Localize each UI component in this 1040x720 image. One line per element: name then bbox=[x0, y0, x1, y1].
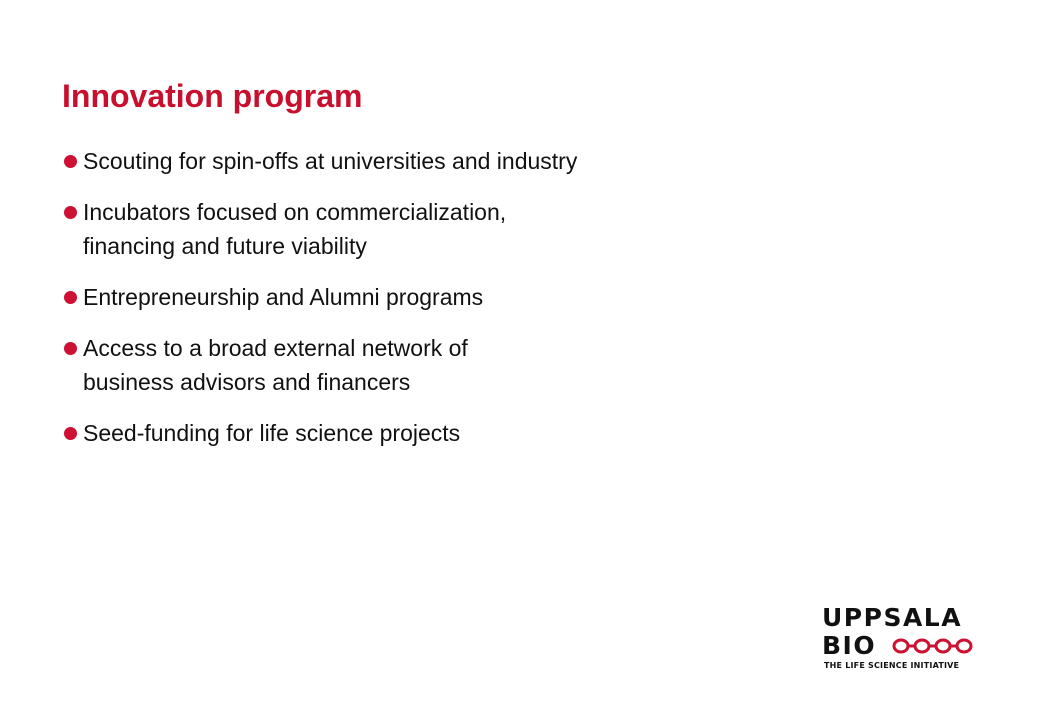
bullet-text: Seed-funding for life science projects bbox=[83, 420, 461, 446]
bullet-dot-icon bbox=[64, 291, 77, 304]
bullet-text: Access to a broad external network of business advisors and financers bbox=[83, 335, 468, 395]
logo-tagline: THE LIFE SCIENCE INITIATIVE bbox=[824, 661, 960, 670]
logo-wordmark-uppsala: UPPSALA bbox=[822, 603, 963, 632]
logo-wordmark-bio: BIO bbox=[822, 631, 877, 660]
dna-chain-icon bbox=[892, 637, 982, 655]
bullet-dot-icon bbox=[64, 206, 77, 219]
bullet-text: Scouting for spin-offs at universities and industry bbox=[83, 148, 578, 174]
uppsala-bio-logo bbox=[822, 604, 982, 674]
bullet-dot-icon bbox=[64, 427, 77, 440]
bullet-item bbox=[62, 416, 782, 450]
bullet-item bbox=[62, 280, 782, 314]
bullet-list bbox=[62, 144, 782, 467]
bullet-item bbox=[62, 195, 782, 263]
bullet-item bbox=[62, 144, 782, 178]
bullet-dot-icon bbox=[64, 342, 77, 355]
bullet-text: Entrepreneurship and Alumni programs bbox=[83, 284, 484, 310]
slide-title: Innovation program bbox=[62, 78, 363, 114]
bullet-text: Incubators focused on commercialization, financing and future viability bbox=[83, 199, 507, 259]
bullet-dot-icon bbox=[64, 155, 77, 168]
bullet-item bbox=[62, 331, 782, 399]
